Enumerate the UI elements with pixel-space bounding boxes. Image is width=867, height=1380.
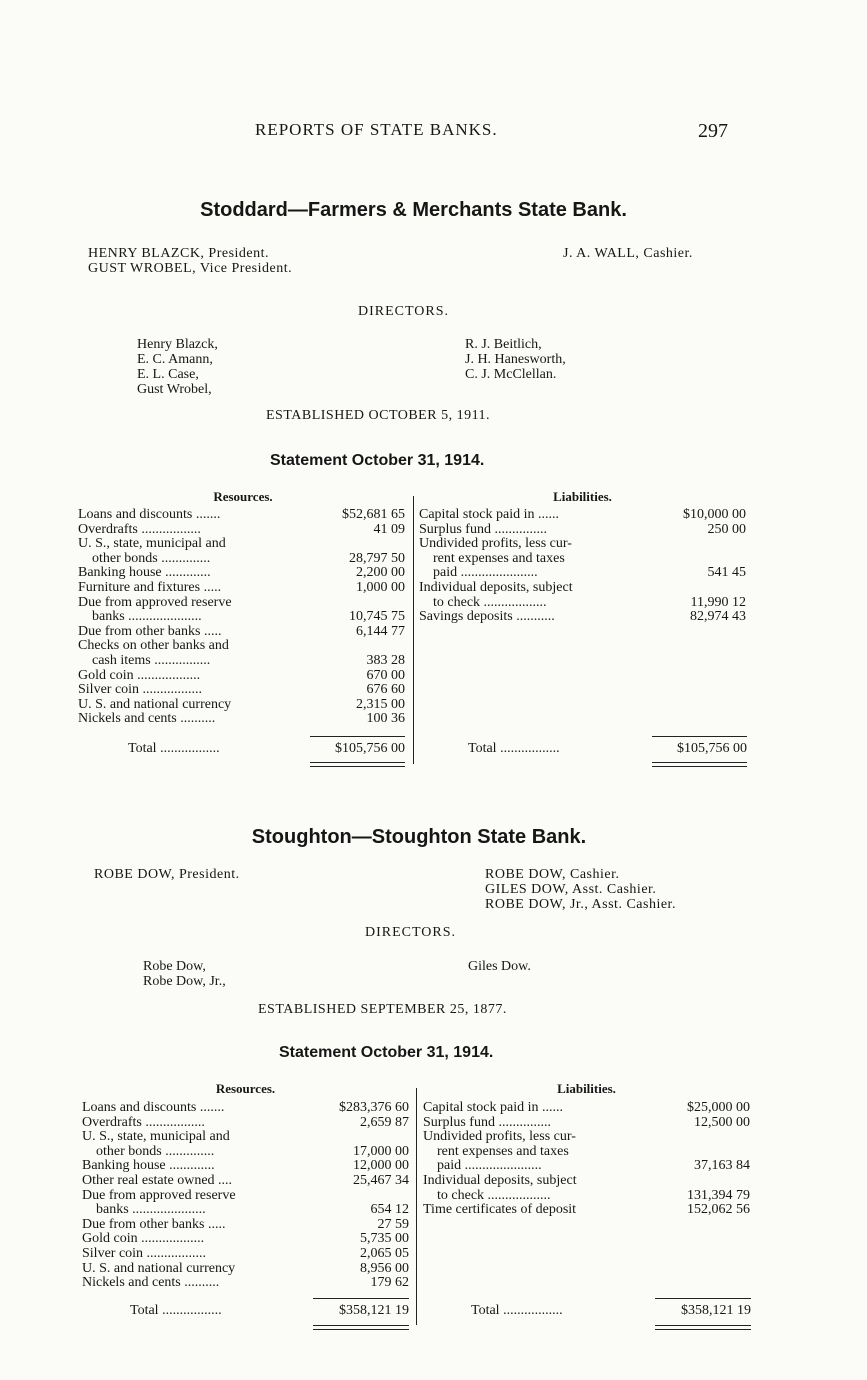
resource-row: Nickels and cents .......... 100 36 bbox=[78, 711, 405, 727]
resource-row: other bonds .............. 17,000 00 bbox=[82, 1143, 409, 1159]
double-rule bbox=[310, 762, 405, 763]
liability-row: to check .................. 131,394 79 bbox=[423, 1187, 750, 1203]
double-rule bbox=[655, 1325, 751, 1326]
resource-row: banks ..................... 10,745 75 bbox=[78, 609, 405, 625]
double-rule bbox=[313, 1325, 409, 1326]
liability-row: rent expenses and taxes bbox=[419, 550, 565, 566]
director: Gust Wrobel, bbox=[137, 382, 212, 397]
director: E. C. Amann, bbox=[137, 352, 213, 367]
resource-row: Other real estate owned .... 25,467 34 bbox=[82, 1172, 409, 1188]
bank1-column-divider bbox=[413, 496, 414, 764]
resource-row: U. S., state, municipal and bbox=[82, 1129, 230, 1145]
resource-row: Due from other banks ..... 6,144 77 bbox=[78, 623, 405, 639]
liability-row: Savings deposits ........... 82,974 43 bbox=[419, 609, 746, 625]
liability-row: rent expenses and taxes bbox=[423, 1143, 569, 1159]
resource-row: Overdrafts ................. 2,659 87 bbox=[82, 1114, 409, 1130]
total-value: $105,756 00 bbox=[677, 741, 747, 756]
liability-row: Surplus fund ............... 12,500 00 bbox=[423, 1114, 750, 1130]
liability-row: Individual deposits, subject bbox=[419, 579, 573, 595]
officer: ROBE DOW, Cashier. bbox=[485, 867, 620, 882]
bank2-resources-sum-rule bbox=[313, 1298, 409, 1299]
officer: HENRY BLAZCK, President. bbox=[88, 246, 270, 261]
bank2-directors-heading: DIRECTORS. bbox=[365, 925, 457, 940]
bank1-directors-left bbox=[137, 337, 218, 397]
resource-row: U. S. and national currency 2,315 00 bbox=[78, 696, 405, 712]
director: Robe Dow, bbox=[143, 959, 206, 974]
total-label: Total ................. bbox=[128, 741, 220, 756]
liability-row: Capital stock paid in ...... $10,000 00 bbox=[419, 507, 746, 522]
bank2-title: Stoughton—Stoughton State Bank. bbox=[251, 826, 587, 848]
liability-row: Undivided profits, less cur- bbox=[423, 1129, 576, 1145]
total-label: Total ................. bbox=[468, 741, 560, 756]
bank1-officers-left bbox=[88, 246, 292, 276]
bank2-statement-heading: Statement October 31, 1914. bbox=[279, 1044, 494, 1061]
double-rule bbox=[313, 1329, 409, 1330]
director: J. H. Hanesworth, bbox=[465, 352, 566, 367]
bank2-resources-heading: Resources. bbox=[215, 1081, 276, 1096]
liability-row: Undivided profits, less cur- bbox=[419, 536, 572, 552]
running-head: REPORTS OF STATE BANKS. bbox=[255, 120, 498, 139]
total-label: Total ................. bbox=[471, 1303, 563, 1318]
resource-row: Gold coin .................. 5,735 00 bbox=[82, 1231, 409, 1247]
resource-row: Loans and discounts ....... $52,681 65 bbox=[78, 507, 405, 522]
bank1-officers-right bbox=[563, 246, 693, 261]
resource-row: U. S. and national currency 8,956 00 bbox=[82, 1260, 409, 1276]
officer: GUST WROBEL, Vice President. bbox=[88, 261, 293, 276]
bank2-officers-right bbox=[485, 867, 676, 912]
resource-row: Checks on other banks and bbox=[78, 638, 229, 654]
double-rule bbox=[652, 766, 747, 767]
resource-row: banks ..................... 654 12 bbox=[82, 1202, 409, 1218]
bank1-resources-sum-rule bbox=[310, 736, 405, 737]
resource-row: U. S., state, municipal and bbox=[78, 536, 226, 552]
bank1-directors-heading: DIRECTORS. bbox=[358, 304, 450, 319]
bank1-resources-list bbox=[78, 508, 405, 727]
bank1-statement-heading: Statement October 31, 1914. bbox=[270, 452, 485, 469]
bank2-liabilities-list bbox=[423, 1101, 750, 1218]
double-rule bbox=[652, 762, 747, 763]
director: Robe Dow, Jr., bbox=[143, 974, 226, 989]
resource-row: Due from other banks ..... 27 59 bbox=[82, 1216, 409, 1232]
bank2-officers-left bbox=[94, 867, 240, 882]
bank2-resources-list bbox=[82, 1101, 409, 1291]
resource-row: cash items ................ 383 28 bbox=[78, 652, 405, 668]
bank2-liabilities-sum-rule bbox=[655, 1298, 751, 1299]
resource-row: Furniture and fixtures ..... 1,000 00 bbox=[78, 579, 405, 595]
resource-row: Silver coin ................. 2,065 05 bbox=[82, 1245, 409, 1261]
bank2-established: ESTABLISHED SEPTEMBER 25, 1877. bbox=[258, 1002, 507, 1017]
director: E. L. Case, bbox=[137, 367, 199, 382]
resource-row: Loans and discounts ....... $283,376 60 bbox=[82, 1100, 409, 1115]
page-number: 297 bbox=[698, 120, 728, 142]
liability-row: paid ...................... 37,163 84 bbox=[423, 1158, 750, 1174]
officer: ROBE DOW, Jr., Asst. Cashier. bbox=[485, 897, 676, 912]
director: Henry Blazck, bbox=[137, 337, 218, 352]
total-value: $105,756 00 bbox=[335, 741, 405, 756]
resource-row: Gold coin .................. 670 00 bbox=[78, 667, 405, 683]
bank1-resources-heading: Resources. bbox=[213, 489, 273, 504]
resource-row: Silver coin ................. 676 60 bbox=[78, 682, 405, 698]
bank1-established: ESTABLISHED OCTOBER 5, 1911. bbox=[266, 408, 491, 423]
bank1-liabilities-list bbox=[419, 508, 746, 625]
bank2-liabilities-heading: Liabilities. bbox=[557, 1081, 616, 1096]
bank1-title: Stoddard—Farmers & Merchants State Bank. bbox=[200, 199, 627, 221]
resource-row: other bonds .............. 28,797 50 bbox=[78, 550, 405, 566]
resource-row: Due from approved reserve bbox=[82, 1187, 236, 1203]
total-value: $358,121 19 bbox=[681, 1303, 751, 1318]
double-rule bbox=[310, 766, 405, 767]
officer: J. A. WALL, Cashier. bbox=[563, 246, 693, 261]
liability-row: to check .................. 11,990 12 bbox=[419, 594, 746, 610]
officer: GILES DOW, Asst. Cashier. bbox=[485, 882, 657, 897]
resource-row: Banking house ............. 12,000 00 bbox=[82, 1158, 409, 1174]
total-value: $358,121 19 bbox=[339, 1303, 409, 1318]
liability-row: Surplus fund ............... 250 00 bbox=[419, 521, 746, 537]
bank2-column-divider bbox=[416, 1088, 417, 1325]
resource-row: Due from approved reserve bbox=[78, 594, 232, 610]
liability-row: Capital stock paid in ...... $25,000 00 bbox=[423, 1100, 750, 1115]
resource-row: Overdrafts ................. 41 09 bbox=[78, 521, 405, 537]
double-rule bbox=[655, 1329, 751, 1330]
bank1-liabilities-sum-rule bbox=[652, 736, 747, 737]
total-label: Total ................. bbox=[130, 1303, 222, 1318]
bank2-directors-left bbox=[143, 959, 226, 989]
liability-row: paid ...................... 541 45 bbox=[419, 565, 746, 581]
bank1-liabilities-heading: Liabilities. bbox=[553, 489, 612, 504]
bank1-directors-right bbox=[465, 337, 566, 382]
liability-row: Time certificates of deposit 152,062 56 bbox=[423, 1202, 750, 1218]
director: R. J. Beitlich, bbox=[465, 337, 542, 352]
director: C. J. McClellan. bbox=[465, 367, 557, 382]
officer: ROBE DOW, President. bbox=[94, 867, 240, 882]
bank2-directors-right bbox=[468, 959, 531, 974]
director: Giles Dow. bbox=[468, 959, 531, 974]
resource-row: Nickels and cents .......... 179 62 bbox=[82, 1275, 409, 1291]
resource-row: Banking house ............. 2,200 00 bbox=[78, 565, 405, 581]
liability-row: Individual deposits, subject bbox=[423, 1172, 577, 1188]
